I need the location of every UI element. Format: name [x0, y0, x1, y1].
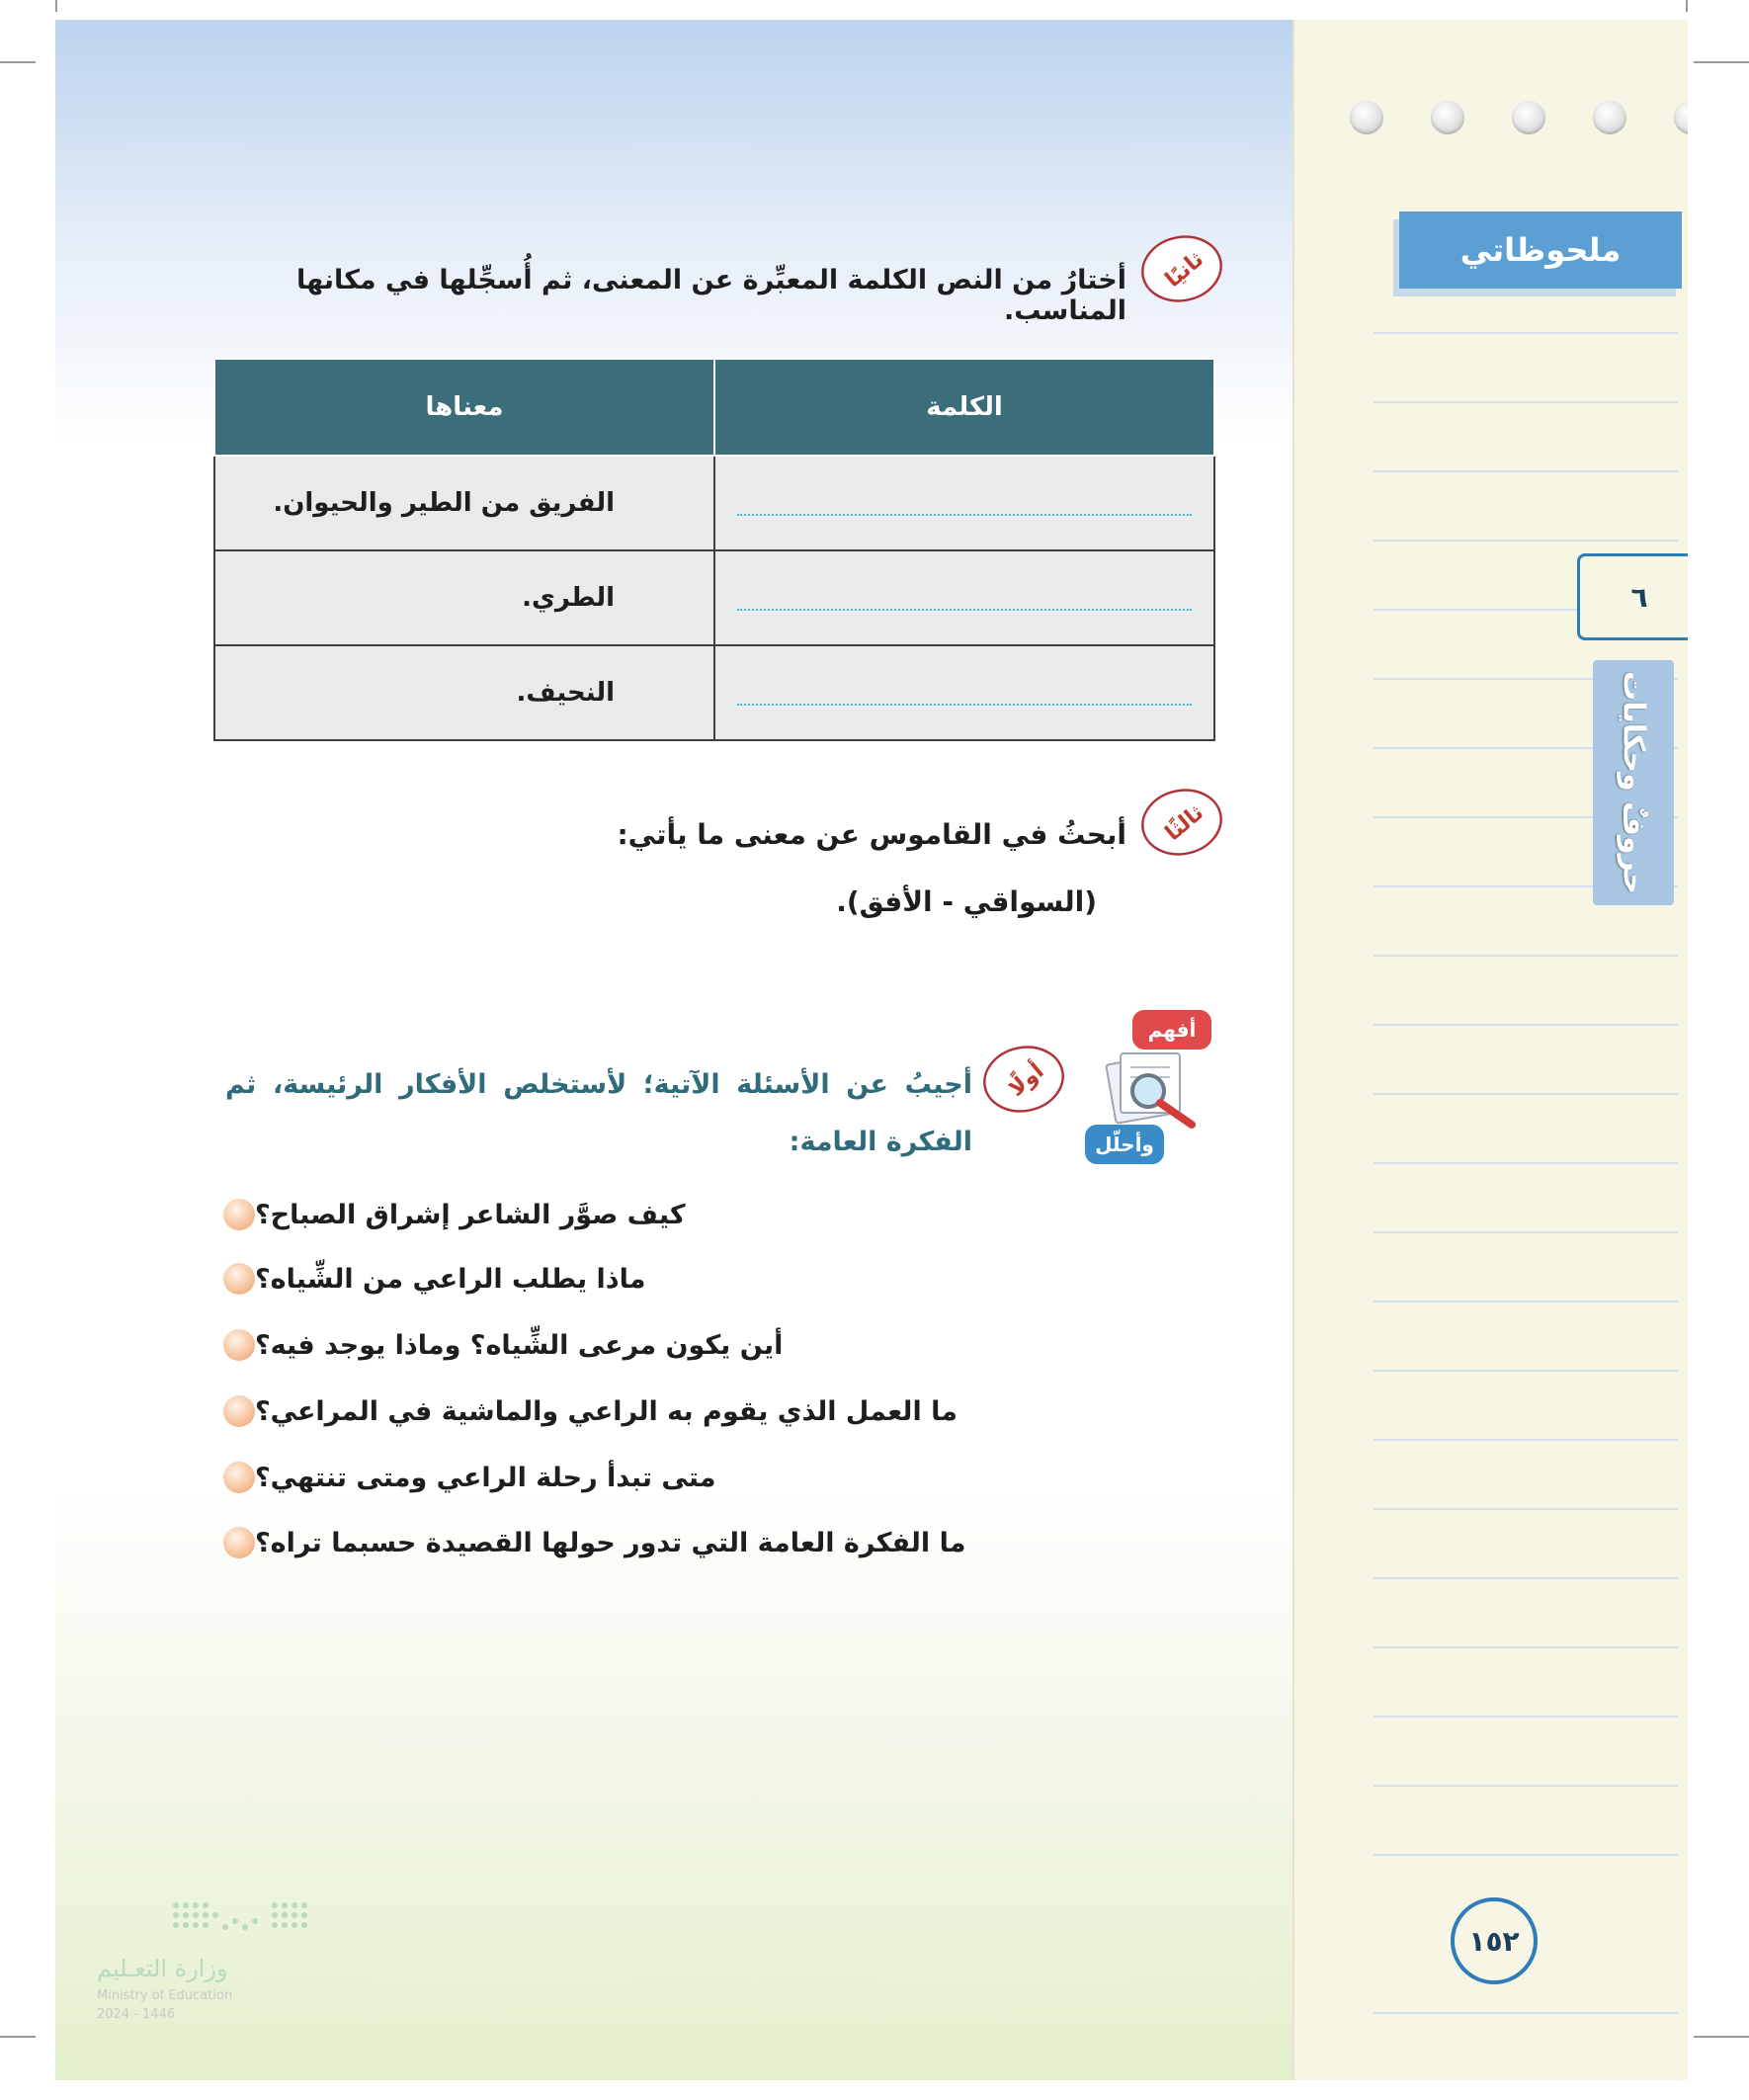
note-line	[1374, 332, 1678, 334]
header-meaning: معناها	[214, 359, 714, 456]
badge-label: ثالثًا	[1160, 800, 1209, 847]
ministry-name-ar: وزارة التعـليم	[97, 1955, 228, 1982]
crop-mark	[0, 61, 36, 63]
vocabulary-table	[213, 358, 1215, 741]
question-item	[198, 1386, 1018, 1436]
meaning-cell: الطري.	[214, 550, 714, 645]
crop-mark	[1694, 2036, 1749, 2038]
section2-instruction: أختارُ من النص الكلمة المعبِّرة عن المعنى، ثم أُسجِّلها في مكانها المناسب.	[295, 265, 1126, 326]
section3-terms: (السواقي - الأفق).	[836, 885, 1097, 918]
section3-instruction: أبحثُ في القاموس عن معنى ما يأتي:	[617, 818, 1126, 851]
question-item	[198, 1254, 1018, 1303]
header-word: الكلمة	[714, 359, 1214, 456]
word-answer-field[interactable]	[714, 550, 1214, 645]
question-text: ما العمل الذي يقوم به الراعي والماشية في المراعي؟	[255, 1395, 958, 1427]
bullet-icon	[223, 1329, 255, 1361]
bullet-icon	[223, 1527, 255, 1558]
note-line	[1374, 470, 1678, 472]
note-line	[1374, 1785, 1678, 1787]
note-line	[1374, 1301, 1678, 1302]
section1-instruction-line1: أجيبُ عن الأسئلة الآتية؛ لأستخلص الأفكار الرئيسة، ثم	[225, 1069, 972, 1100]
binder-ring-icon	[1593, 101, 1626, 134]
note-line	[1374, 401, 1678, 403]
analyze-tag: وأحلّل	[1085, 1125, 1164, 1164]
note-line	[1374, 1370, 1678, 1372]
bullet-icon	[223, 1462, 255, 1493]
notes-title: ملحوظاتي	[1399, 211, 1682, 289]
note-line	[1374, 1577, 1678, 1579]
crop-mark	[1686, 0, 1688, 12]
question-text: ماذا يطلب الراعي من الشِّياه؟	[255, 1263, 646, 1295]
badge-label: ثانيًا	[1160, 247, 1209, 294]
word-answer-field[interactable]	[714, 456, 1214, 550]
ministry-year: 2024 - 1446	[97, 2007, 176, 2022]
ministry-name-en: Ministry of Education	[97, 1988, 233, 2003]
ministry-logo	[97, 1895, 314, 2022]
page-number: ١٥٢	[1451, 1897, 1538, 1984]
note-line	[1374, 1162, 1678, 1164]
question-text: كيف صوَّر الشاعر إشراق الصباح؟	[255, 1199, 686, 1230]
question-text: ما الفكرة العامة التي تدور حولها القصيدة حسبما تراه؟	[255, 1527, 966, 1558]
question-text: متى تبدأ رحلة الراعي ومتى تنتهي؟	[255, 1462, 716, 1493]
logo-dots-icon	[166, 1895, 334, 1945]
unit-number: ٦	[1577, 553, 1688, 640]
table-row	[214, 456, 1214, 550]
word-answer-field[interactable]	[714, 645, 1214, 740]
table-row	[214, 550, 1214, 645]
note-line	[1374, 1646, 1678, 1648]
binder-ring-icon	[1674, 101, 1688, 134]
notes-sidebar	[1292, 20, 1688, 2080]
question-text: أين يكون مرعى الشِّياه؟ وماذا يوجد فيه؟	[255, 1329, 784, 1361]
bullet-icon	[223, 1395, 255, 1427]
note-line	[1374, 540, 1678, 542]
crop-mark	[55, 0, 57, 12]
crop-mark	[1694, 61, 1749, 63]
note-line	[1374, 1093, 1678, 1095]
section1-instruction-line2: الفكرة العامة:	[789, 1127, 972, 1157]
magnifier-icon	[1097, 1046, 1206, 1133]
question-item	[198, 1453, 1018, 1502]
meaning-cell: الفريق من الطير والحيوان.	[214, 456, 714, 550]
meaning-cell: النحيف.	[214, 645, 714, 740]
crop-mark	[0, 2036, 36, 2038]
note-line	[1374, 2012, 1678, 2014]
note-line	[1374, 1024, 1678, 1026]
question-item	[198, 1320, 1018, 1370]
binder-ring-icon	[1431, 101, 1464, 134]
question-item	[198, 1190, 1018, 1239]
note-line	[1374, 1439, 1678, 1441]
bullet-icon	[223, 1263, 255, 1295]
table-row	[214, 645, 1214, 740]
note-line	[1374, 955, 1678, 957]
understand-tag: أفهم	[1132, 1010, 1211, 1050]
section-badge-first	[978, 1038, 1073, 1115]
note-line	[1374, 1231, 1678, 1233]
badge-label: أولًا	[1004, 1058, 1049, 1102]
section-badge-third	[1136, 781, 1231, 858]
binder-ring-icon	[1512, 101, 1545, 134]
binder-ring-icon	[1350, 101, 1383, 134]
bullet-icon	[223, 1199, 255, 1230]
unit-title-tab	[1593, 660, 1674, 905]
section-badge-second	[1136, 227, 1231, 304]
note-line	[1374, 1508, 1678, 1510]
unit-title: حروفٌ وحكايات	[1616, 671, 1651, 894]
note-line	[1374, 1854, 1678, 1856]
note-line	[1374, 1716, 1678, 1718]
question-item	[198, 1518, 1018, 1567]
